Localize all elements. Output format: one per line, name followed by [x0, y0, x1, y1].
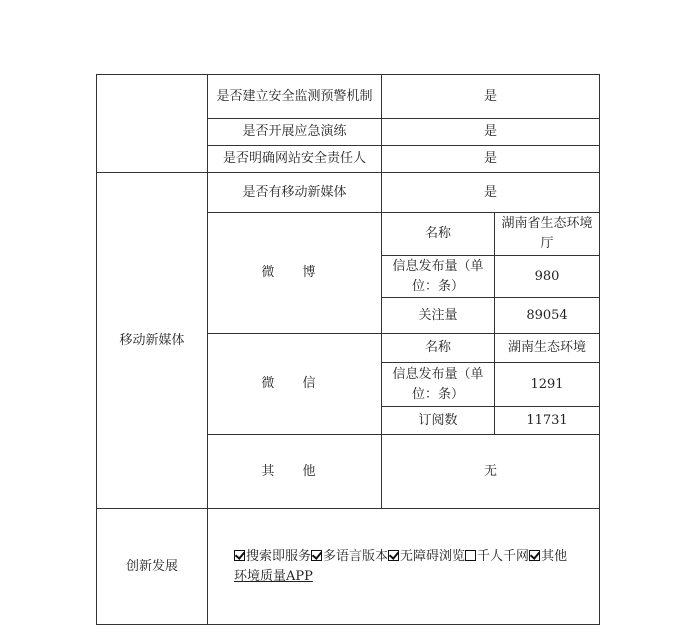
- wechat-posts-label: 信息发布量（单位：条）: [382, 363, 495, 407]
- responsible-value: 是: [382, 146, 600, 173]
- has-mobile-label: 是否有移动新媒体: [208, 173, 382, 213]
- row-monitor-warning: [97, 75, 600, 119]
- wechat-subs-label: 订阅数: [382, 407, 495, 435]
- checkbox-icon[interactable]: [388, 550, 399, 561]
- responsible-label: 是否明确网站安全责任人: [208, 146, 382, 173]
- innovation-option-label: 多语言版本: [323, 548, 389, 564]
- other-app-text: 环境质量APP: [234, 568, 313, 584]
- wechat-name-value: 湖南生态环境: [495, 334, 600, 363]
- innovation-option-label: 搜索即服务: [246, 548, 312, 564]
- monitor-value: 是: [382, 75, 600, 119]
- weibo-posts-label: 信息发布量（单位：条）: [382, 256, 495, 298]
- innovation-option-label: 千人千网: [477, 548, 530, 564]
- row-has-mobile-media: [97, 173, 600, 213]
- mobile-section-label: 移动新媒体: [97, 173, 208, 509]
- weibo-name-label: 名称: [382, 213, 495, 256]
- security-section-cell: [97, 75, 208, 173]
- weibo-posts-value: 980: [495, 256, 600, 298]
- innovation-options-cell: [208, 509, 600, 625]
- weibo-followers-value: 89054: [495, 298, 600, 334]
- other-media-value: 无: [382, 435, 600, 509]
- other-media-label: 其 他: [208, 435, 382, 509]
- wechat-label: 微 信: [208, 334, 382, 435]
- drill-value: 是: [382, 119, 600, 146]
- wechat-posts-value: 1291: [495, 363, 600, 407]
- weibo-name-value: 湖南省生态环境厅: [495, 213, 600, 256]
- has-mobile-value: 是: [382, 173, 600, 213]
- monitor-label: 是否建立安全监测预警机制: [208, 75, 382, 119]
- checkbox-icon[interactable]: [529, 550, 540, 561]
- checkbox-icon[interactable]: [311, 550, 322, 561]
- weibo-label: 微 博: [208, 213, 382, 334]
- innovation-option-label: 其他: [541, 548, 568, 564]
- innovation-label: 创新发展: [97, 509, 208, 625]
- row-innovation: [97, 509, 600, 625]
- wechat-subs-value: 11731: [495, 407, 600, 435]
- checkbox-icon[interactable]: [234, 550, 245, 561]
- weibo-followers-label: 关注量: [382, 298, 495, 334]
- drill-label: 是否开展应急演练: [208, 119, 382, 146]
- wechat-name-label: 名称: [382, 334, 495, 363]
- website-report-table: [96, 74, 600, 625]
- innovation-options: [234, 547, 595, 567]
- checkbox-icon[interactable]: [465, 550, 476, 561]
- innovation-option-label: 无障碍浏览: [400, 548, 466, 564]
